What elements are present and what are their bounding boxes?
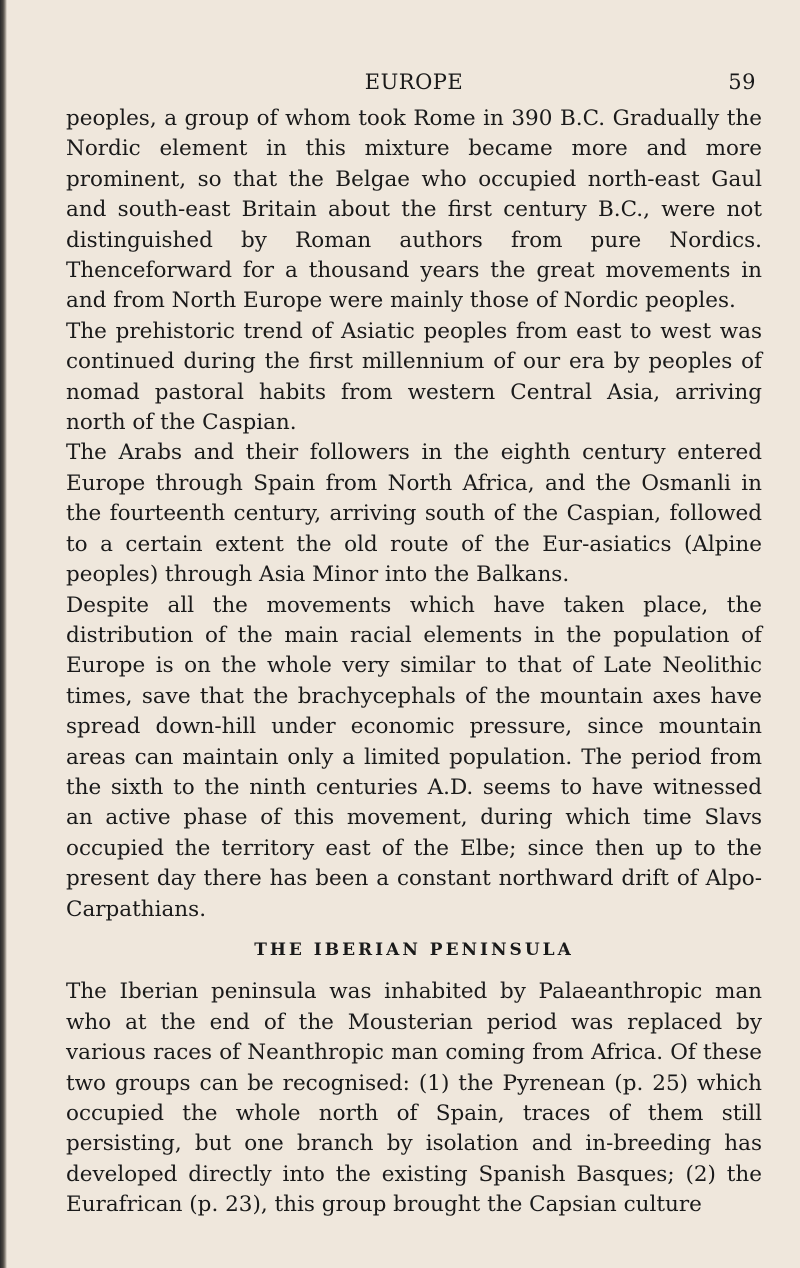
paragraph-racial-distribution: Despite all the movements which have taken place, the distribution of the main racial elements in the population of Europe is on the whole very similar to that of Late Neolithic times, save that the brachycephals of the mountain axes have spread down-hill under economic pressure, since mountain areas can maintain only a limited population. The period from the sixth to the ninth centuries A.D. seems to have witnessed an active phase of this movement, during which time Slavs occupied the territory east of the Elbe; since then up to the present day there has been a constant northward drift of Alpo-Carpathians. [66,592,762,922]
paragraph-iberian-peninsula: The Iberian peninsula was inhabited by Palaeanthropic man who at the end of the Mousterian period was replaced by various races of Neanthropic man coming from Africa. Of these two groups can be recognised: (1) the Pyrenean (p. 25) which occupied the whole north of Spain, traces of them still persisting, but one branch by isolation and in-breeding has developed directly into the existing Spanish Basques; (2) the Eurafrican (p. 23), this group brought the Capsian culture [66,979,762,1218]
section-heading: THE IBERIAN PENINSULA [254,939,574,960]
paragraph-asiatic-trend: The prehistoric trend of Asiatic peoples from east to west was continued during the first millennium of our era by peoples of nomad pastoral habits from western Central Asia, arriving north of the Caspian. [66,318,762,436]
book-page [66,60,762,1221]
running-head [66,60,762,104]
body-text [66,104,762,1221]
page-number: 59 [728,70,756,94]
paragraph-arabs-osmanli: The Arabs and their followers in the eighth century entered Europe through Spain from North Africa, and the Osmanli in the fourteenth century, arriving south of the Caspian, followed to a certain extent the old route of the Eur-asiatics (Alpine peoples) through Asia Minor into the Balkans. [66,440,762,588]
book-binding-edge [0,0,7,1268]
running-title: EUROPE [364,70,464,94]
paragraph-nordic-peoples: peoples, a group of whom took Rome in 390 B.C. Gradually the Nordic element in this mixture became more and more prominent, so that the Belgae who occupied north-east Gaul and south-east Britain about the first century B.C., were not distinguished by Roman authors from pure Nordics. Thenceforward for a thousand years the great movements in and from North Europe were mainly those of Nordic peoples. [66,106,762,314]
